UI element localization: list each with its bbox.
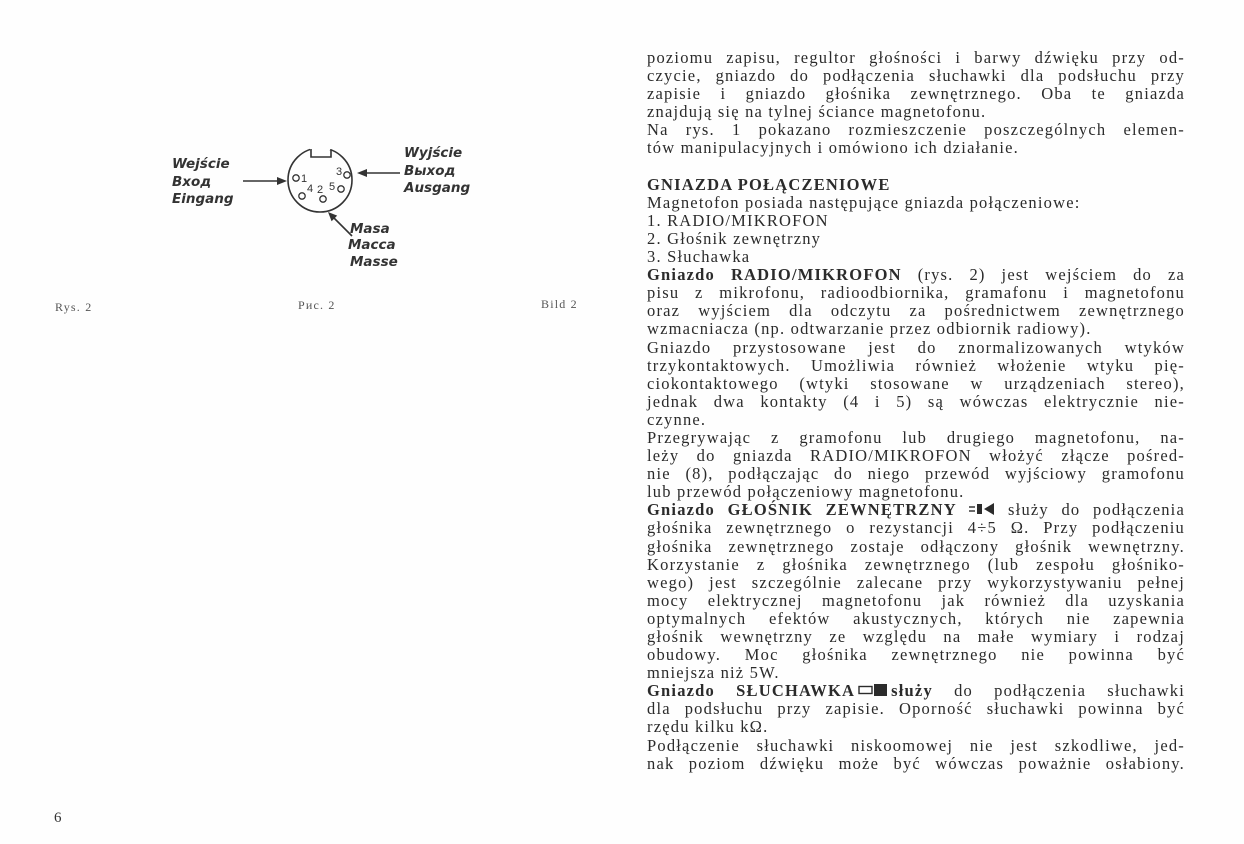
socket-title-headphone: Gniazdo SŁUCHAWKA bbox=[647, 681, 856, 701]
pin-hole-3 bbox=[344, 172, 350, 178]
text-line: nie (8), podłączając do niego przewód wyjściowy gramofonu bbox=[647, 464, 1185, 484]
input-label-pl: Wejście bbox=[172, 156, 230, 172]
figure-caption-ru: Рис. 2 bbox=[298, 298, 336, 312]
list-item: 1. RADIO/MIKROFON bbox=[647, 210, 829, 230]
text-line bbox=[647, 682, 1185, 700]
text-line bbox=[647, 266, 1185, 284]
text-line: wzmacniacza (np. odtwarzanie przez odbiornik radiowy). bbox=[647, 319, 1092, 339]
page-number: 6 bbox=[54, 810, 62, 826]
text-line: Na rys. 1 pokazano rozmieszczenie poszczególnych elemen- bbox=[647, 120, 1185, 140]
text-line: czynne. bbox=[647, 409, 707, 429]
socket-key-notch bbox=[311, 149, 331, 157]
pin-number-5: 5 bbox=[329, 181, 336, 193]
text-line: tów manipulacyjnych i omówiono ich działanie. bbox=[647, 138, 1020, 158]
text-line: pisu z mikrofonu, radioodbiornika, gramafonu i magnetofonu bbox=[647, 283, 1185, 303]
text-line: Przegrywając z gramofonu lub drugiego magnetofonu, na- bbox=[647, 427, 1185, 447]
paragraph-gap bbox=[647, 158, 1185, 176]
socket-title-radio: Gniazdo RADIO/MIKROFON bbox=[647, 265, 902, 285]
text-line: Gniazdo przystosowane jest do znormalizowanych wtyków bbox=[647, 337, 1185, 357]
text-segment: do podłączenia słuchawki bbox=[954, 681, 1185, 701]
text-line: mocy elektrycznej magnetofonu jak również dla uzyskania bbox=[647, 590, 1185, 610]
output-label-ru: Выход bbox=[404, 163, 456, 179]
text-line: Magnetofon posiada następujące gniazda połączeniowe: bbox=[647, 192, 1081, 212]
text-line: nak poziom dźwięku może być wówczas poważnie osłabiony. bbox=[647, 753, 1185, 773]
text-column bbox=[647, 49, 1185, 773]
text-segment: służy bbox=[891, 681, 933, 701]
ground-label-pl: Masa bbox=[350, 221, 390, 237]
input-label-ru: Вход bbox=[172, 174, 212, 190]
text-line: ciokontaktowego (wtyki stosowane w urządzeniach stereo), bbox=[647, 373, 1185, 393]
list-item: 2. Głośnik zewnętrzny bbox=[647, 228, 822, 248]
text-line: głośnik wewnętrzny ze względu na małe wymiary i rodzaj bbox=[647, 627, 1185, 646]
text-line: lub przewód połączeniowy magnetofonu. bbox=[647, 482, 965, 502]
output-label-pl: Wyjście bbox=[404, 145, 463, 161]
socket-notch-mask bbox=[310, 144, 332, 150]
output-label-de: Ausgang bbox=[404, 180, 471, 196]
text-line: leży do gniazda RADIO/MIKROFON włożyć złącze pośred- bbox=[647, 446, 1185, 466]
list-item: 3. Słuchawka bbox=[647, 247, 751, 267]
pin-hole-1 bbox=[293, 175, 299, 181]
text-line: Podłączenie słuchawki niskoomowej nie jest szkodliwe, jed- bbox=[647, 735, 1185, 755]
text-line: głośnika zewnętrznego o rezystancji 4÷5 Ω. Przy podłączeniu bbox=[647, 518, 1185, 538]
text-segment: (rys. 2) jest wejściem do za bbox=[917, 265, 1185, 285]
pin-number-4: 4 bbox=[307, 183, 314, 195]
text-line: optymalnych efektów akustycznych, których nie zapewnia bbox=[647, 608, 1185, 628]
text-line: oraz wyjściem dla odczytu za pośrednictwem zewnętrznego bbox=[647, 301, 1185, 321]
input-arrow bbox=[243, 177, 287, 185]
text-line: dla podsłuchu przy zapisie. Oporność słuchawki powinna być bbox=[647, 699, 1185, 719]
socket-title-speaker: Gniazdo GŁOŚNIK ZEWNĘTRZNY bbox=[647, 500, 957, 520]
text-line: jednak dwa kontakty (4 i 5) są wówczas elektrycznie nie- bbox=[647, 391, 1185, 411]
pin-hole-4 bbox=[299, 193, 305, 199]
text-line: trzykontaktowych. Umożliwia również włożenie wtyku pię- bbox=[647, 355, 1185, 375]
text-line bbox=[647, 501, 1185, 519]
din-socket-figure bbox=[160, 135, 480, 275]
text-line: obudowy. Moc głośnika zewnętrznego nie powinna być bbox=[647, 645, 1185, 665]
figure-caption-de: Bild 2 bbox=[541, 297, 578, 311]
text-line: Korzystanie z głośnika zewnętrznego (lub zespołu głośniko- bbox=[647, 554, 1185, 574]
pin-number-1: 1 bbox=[301, 173, 308, 185]
figure-caption-pl: Rys. 2 bbox=[55, 300, 93, 314]
speaker-socket-icon bbox=[969, 502, 995, 516]
din-socket-diagram bbox=[160, 135, 480, 275]
text-line: wego) jest szczególnie zalecane przy wykorzystywaniu pełnej bbox=[647, 572, 1185, 592]
section-heading: GNIAZDA POŁĄCZENIOWE bbox=[647, 174, 891, 194]
pin-hole-5 bbox=[338, 186, 344, 192]
ground-label-ru: Масса bbox=[348, 237, 396, 253]
text-line: czycie, gniazdo do podłączenia słuchawki dla podsłuchu przy bbox=[647, 66, 1185, 86]
text-line: głośnika zewnętrznego zostaje odłączony głośnik wewnętrzny. bbox=[647, 536, 1185, 556]
pin-number-2: 2 bbox=[317, 184, 324, 196]
text-line: znajdują się na tylnej ściance magnetofonu. bbox=[647, 102, 987, 122]
text-segment: służy do podłączenia bbox=[1008, 500, 1185, 520]
text-line: mniejsza niż 5W. bbox=[647, 663, 780, 683]
input-label-de: Eingang bbox=[172, 191, 234, 207]
ground-arrow bbox=[328, 212, 352, 236]
output-arrow bbox=[357, 169, 400, 177]
text-line: rzędu kilku kΩ. bbox=[647, 717, 769, 737]
pin-number-3: 3 bbox=[336, 166, 343, 178]
headphone-socket-icon bbox=[858, 683, 888, 697]
pin-hole-2 bbox=[320, 196, 326, 202]
text-line: zapisie i gniazdo głośnika zewnętrznego. Oba te gniazda bbox=[647, 84, 1185, 104]
text-line: poziomu zapisu, regultor głośności i barwy dźwięku przy od- bbox=[647, 48, 1185, 67]
ground-label-de: Masse bbox=[350, 254, 398, 270]
